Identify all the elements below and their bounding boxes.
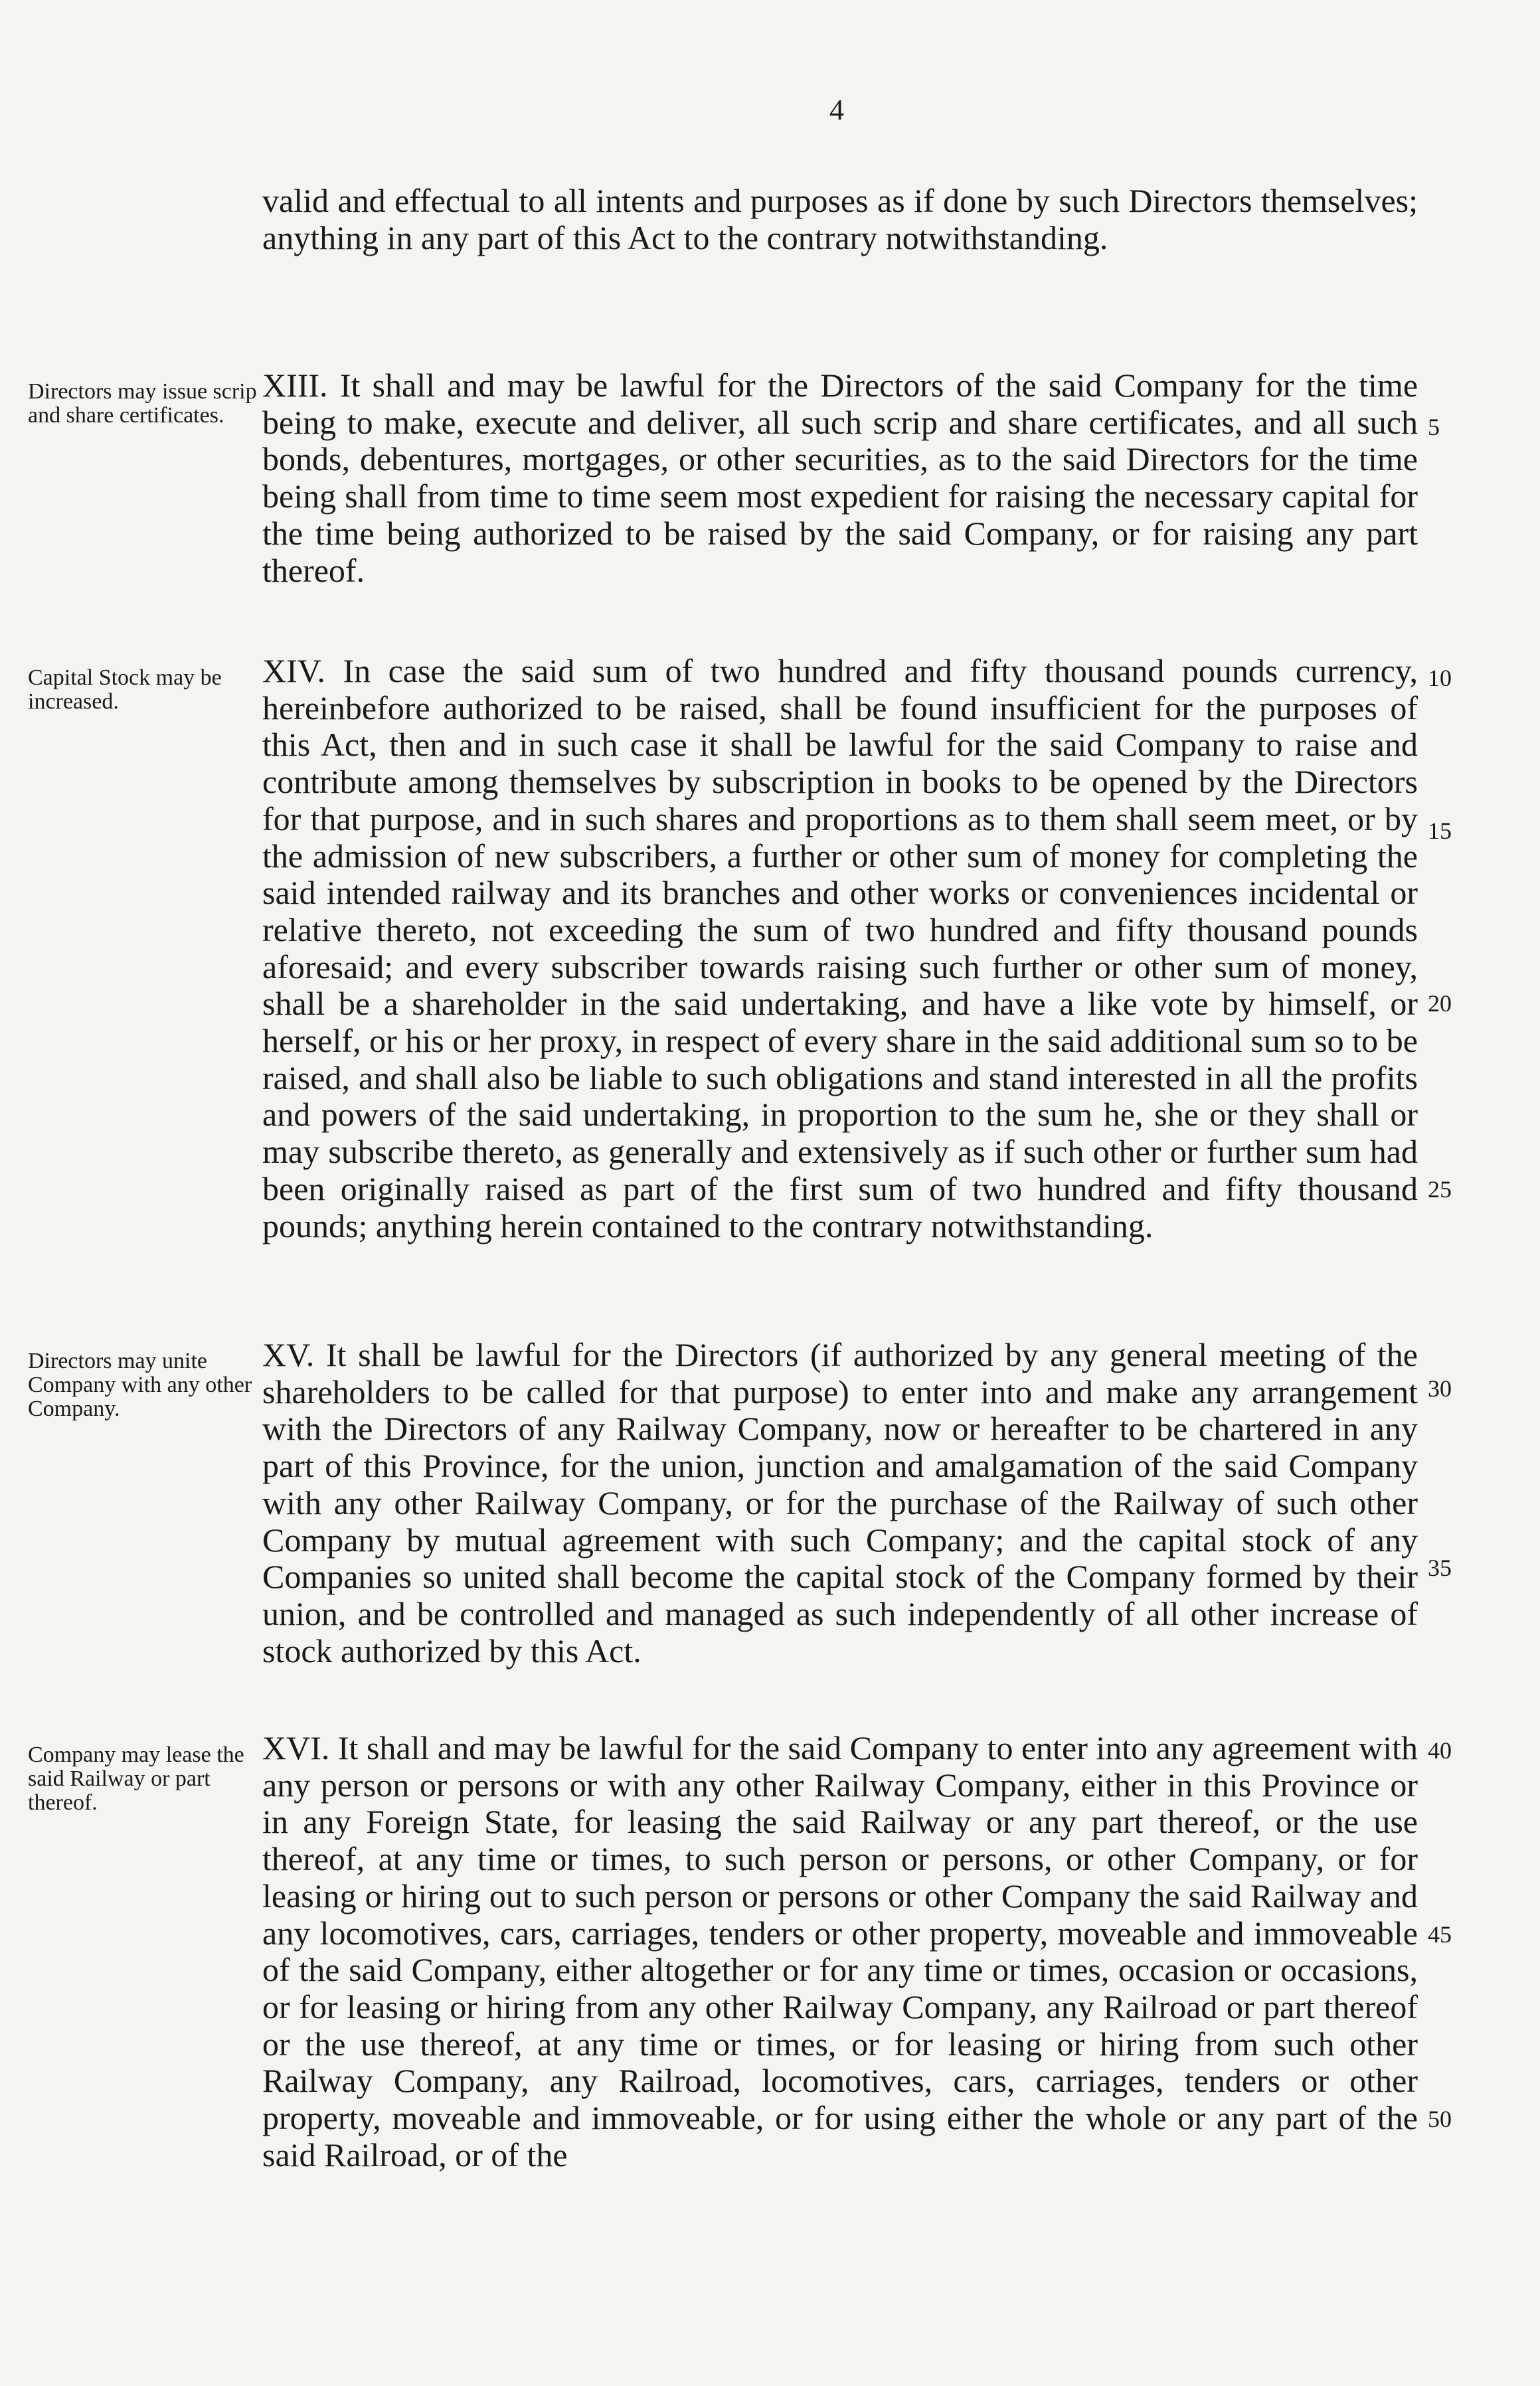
section-text: In case the said sum of two hundred and fifty thousand pounds currency, hereinbefore authorized to be raised, shall be found insufficient for the purposes of this Act, then and in such case it shall be lawful for the said Company to raise and contribute among themselves by subscription in books to be opened by the Directors for that purpose, and in such shares and proportions as to them shall seem meet, or by the admission of new subscribers, a further or other sum of money for completing the said intended railway and its branches and other works or conveniences incidental or relative thereto, not exceeding the sum of two hundred and fifty thousand pounds aforesaid; and every subscriber towards raising such further or other sum of money, shall be a shareholder in the said undertaking, and have a like vote by himself, or herself, or his or her proxy, in respect of every share in the said additional sum so to be raised, and shall also be liable to such obligations and stand interested in all the profits and powers of the said undertaking, in proportion to the sum he, she or they shall or may subscribe thereto, as generally and extensively as if such other or further sum had been originally raised as part of the first sum of two hundred and fifty thousand pounds; anything herein contained to the contrary notwithstanding. [262, 652, 1418, 1244]
section-text: It shall and may be lawful for the Directors of the said Company for the time being to make, execute and deliver, all such scrip and share certificates, and all such bonds, debentures, mortgages, or other securities, as to the said Directors for the time being shall from time to time seem most expedient for raising the necessary capital for the time being authorized to be raised by the said Company, or for raising any part thereof. [262, 367, 1418, 589]
line-number: 50 [1428, 2106, 1452, 2132]
marginal-note-xv: Directors may unite Company with any other Company. [28, 1349, 252, 1421]
section-text: It shall and may be lawful for the said Company to enter into any agreement with any person or persons or with any other Railway Company, either in this Province or in any Foreign State, for leasing the said Railway or any part thereof, or the use thereof, at any time or times, to such person or persons, or other Company, or for leasing or hiring out to such person or persons or other Company the said Railway and any locomotives, cars, carriages, tenders or other property, moveable and immoveable of the said Company, either altogether or for any time or times, occasion or occasions, or for leasing or hiring from any other Railway Company, any Railroad or part thereof or the use thereof, at any time or times, or for leasing or hiring from such other Railway Company, any Railroad, locomotives, cars, carriages, tenders or other property, moveable and immoveable, or for using either the whole or any part of the said Railroad, or of the [262, 1729, 1418, 2173]
line-number: 10 [1428, 665, 1452, 691]
marginal-note-xvi: Company may lease the said Railway or part thereof. [28, 1743, 244, 1815]
section-xv [262, 1337, 1418, 1669]
marginal-note-xiv: Capital Stock may be increased. [28, 665, 222, 714]
line-number: 25 [1428, 1176, 1452, 1203]
line-number: 20 [1428, 990, 1452, 1017]
line-number: 15 [1428, 817, 1452, 844]
page-number: 4 [829, 94, 844, 126]
section-xvi [262, 1730, 1418, 2173]
section-xiv [262, 653, 1418, 1244]
line-number: 35 [1428, 1555, 1452, 1581]
line-number: 30 [1428, 1375, 1452, 1402]
section-number: XIII. [262, 367, 328, 404]
section-number: XVI. [262, 1729, 330, 1766]
line-number: 40 [1428, 1737, 1452, 1764]
section-number: XV. [262, 1336, 315, 1373]
section-text: It shall be lawful for the Directors (if authorized by any general meeting of the shareholders to be called for that purpose) to enter into and make any arrangement with the Directors of any Railway Company, now or hereafter to be chartered in any part of this Province, for the union, junction and amalgamation of the said Company with any other Railway Company, or for the purchase of the Railway of such other Company by mutual agreement with such Company; and the capital stock of any Companies so united shall become the capital stock of the Company formed by their union, and be controlled and managed as such independently of all other increase of stock authorized by this Act. [262, 1336, 1418, 1669]
opening-paragraph [262, 183, 1418, 256]
section-xiii [262, 367, 1418, 589]
line-number: 45 [1428, 1921, 1452, 1948]
marginal-note-xiii: Directors may issue scrip and share certificates. [28, 379, 257, 428]
line-number: 5 [1428, 414, 1440, 440]
opening-text: valid and effectual to all intents and purposes as if done by such Directors themselves; anything in any part of this Act to the contrary notwithstanding. [262, 182, 1418, 256]
section-number: XIV. [262, 652, 325, 689]
